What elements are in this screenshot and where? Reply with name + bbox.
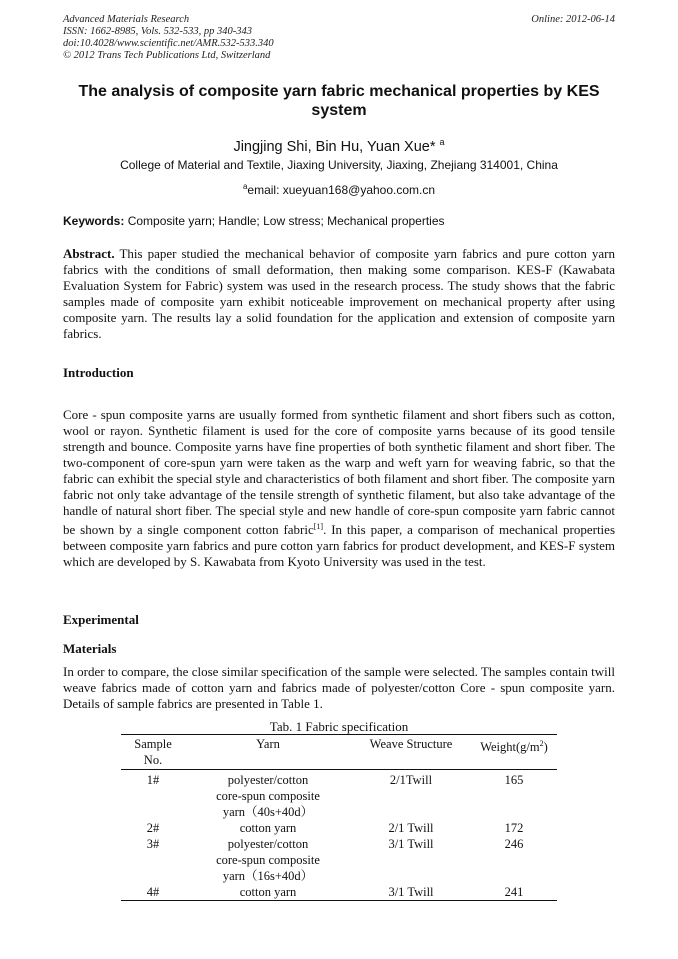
- table-row: [121, 836, 557, 884]
- cell-yarn-line: polyester/cotton: [227, 837, 309, 851]
- table-row: [121, 884, 557, 901]
- paper-title: The analysis of composite yarn fabric mechanical properties by KES system: [78, 83, 600, 119]
- keywords-label: Keywords:: [63, 214, 125, 228]
- cell-weave: 3/1 Twill: [351, 884, 471, 901]
- cell-sample: 2#: [146, 821, 160, 835]
- fabric-spec-table: [121, 734, 557, 901]
- cell-sample: 1#: [146, 773, 160, 787]
- cell-weight: 246: [504, 837, 524, 851]
- materials-text: In order to compare, the close similar specification of the sample were selected. The samples contain twill weave fabrics made of cotton yarn and fabrics made of polyester/cotton Core - spun composite yarn. Details of sample fabrics are presented in Table 1.: [63, 664, 615, 711]
- cell-yarn: [185, 820, 351, 836]
- table-caption: Tab. 1 Fabric specification: [269, 719, 409, 734]
- cell-yarn-line: yarn（40s+40d）: [222, 805, 314, 819]
- intro-text-part1: Core - spun composite yarns are usually formed from synthetic filament and short fibers such as cotton, wool or rayon. Synthetic filament is used for the core of composite yarns because of its good tensile strength and bounce. Composite yarns have fine properties of both synthetic filament and short fiber. The two-component of core-spun yarn were taken as the warp and weft yarn for weaving fabric, so that the fabric can exhibit the special style and characteristics of both filament and short fiber. The composite yarn fabric not only take advantage of the tensile strength of synthetic filament, but also take advantage of the handle of natural short fiber. The special style and new handle of core-spun composite yarn fabric cannot be shown by a single component cotton fabric: [63, 407, 615, 537]
- journal-name: Advanced Materials Research: [63, 14, 190, 25]
- cell-weight: 241: [471, 884, 557, 901]
- abstract-label: Abstract.: [63, 246, 115, 261]
- cell-weave: 3/1 Twill: [388, 837, 434, 851]
- cell-yarn: [185, 770, 351, 821]
- cell-yarn-line: polyester/cotton: [227, 773, 309, 787]
- materials-subheading: Materials: [63, 641, 117, 656]
- online-date: Online: 2012-06-14: [531, 14, 615, 25]
- header-weight: [471, 735, 557, 770]
- keywords-text: Composite yarn; Handle; Low stress; Mechanical properties: [127, 214, 445, 228]
- abstract-text: This paper studied the mechanical behavior of composite yarn fabrics and pure cotton yarn fabrics with the conditions of small deformation, then making some comparison. KES-F (Kawabata Evaluation System for Fabric) system was used in the research process. The study shows that the fabric samples made of composite yarn exhibit noticeable improvement on mechanical property after using composite yarn. The results lay a solid foundation for the application and extension of composite yarn fabrics.: [63, 246, 616, 341]
- cell-sample: 3#: [146, 837, 160, 851]
- cell-yarn-line: cotton yarn: [239, 885, 297, 899]
- authors: Jingjing Shi, Bin Hu, Yuan Xue*: [233, 139, 436, 155]
- cell-yarn-line: cotton yarn: [239, 821, 297, 835]
- header-sample: [121, 735, 185, 770]
- table-row: [121, 820, 557, 836]
- header-sample-line2: No.: [143, 753, 163, 767]
- cell-yarn-line: core-spun composite: [216, 789, 320, 803]
- header-weight-sup: 2: [539, 739, 544, 748]
- header-yarn: Yarn: [185, 735, 351, 770]
- cell-weave: 2/1Twill: [389, 773, 433, 787]
- author-affil-mark: a: [439, 137, 445, 147]
- email-line: [63, 179, 615, 198]
- header-weight-text: Weight(g/m: [480, 740, 540, 754]
- cell-weave: 2/1 Twill: [388, 821, 434, 835]
- journal-header: [63, 14, 615, 62]
- keywords: [63, 214, 615, 229]
- email-address: email: xueyuan168@yahoo.com.cn: [247, 183, 436, 197]
- cell-weight: 165: [504, 773, 524, 787]
- copyright-line: © 2012 Trans Tech Publications Ltd, Switzerland: [63, 50, 271, 61]
- header-weave: Weave Structure: [351, 735, 471, 770]
- experimental-heading: Experimental: [63, 612, 139, 627]
- cell-yarn-line: yarn（16s+40d）: [222, 869, 314, 883]
- header-sample-line1: Sample: [134, 737, 172, 751]
- header-weight-close: ): [543, 740, 548, 754]
- table-row: [121, 770, 557, 821]
- email-affil-mark: a: [242, 182, 248, 191]
- cell-weight: 172: [504, 821, 524, 835]
- issn-line: ISSN: 1662-8985, Vols. 532-533, pp 340-343: [63, 26, 252, 37]
- cell-yarn: [185, 836, 351, 884]
- cell-sample: 4#: [121, 884, 185, 901]
- table-header-row: [121, 735, 557, 770]
- affiliation: College of Material and Textile, Jiaxing University, Jiaxing, Zhejiang 314001, China: [120, 158, 558, 172]
- cell-yarn: [185, 884, 351, 901]
- introduction-heading: Introduction: [63, 365, 134, 380]
- author-line: [63, 133, 615, 156]
- abstract: [63, 246, 615, 342]
- citation-ref[interactable]: [1]: [313, 522, 324, 531]
- introduction-text: [63, 407, 615, 570]
- doi-line: doi:10.4028/www.scientific.net/AMR.532-533.340: [63, 38, 274, 49]
- cell-yarn-line: core-spun composite: [216, 853, 320, 867]
- intro-text-part2: . In this paper, a comparison of mechanical properties between composite yarn fabrics and pure cotton yarn fabrics for product development, and KES-F system which are developed by S. Kawabata from Kyoto University was used in the test.: [63, 522, 615, 569]
